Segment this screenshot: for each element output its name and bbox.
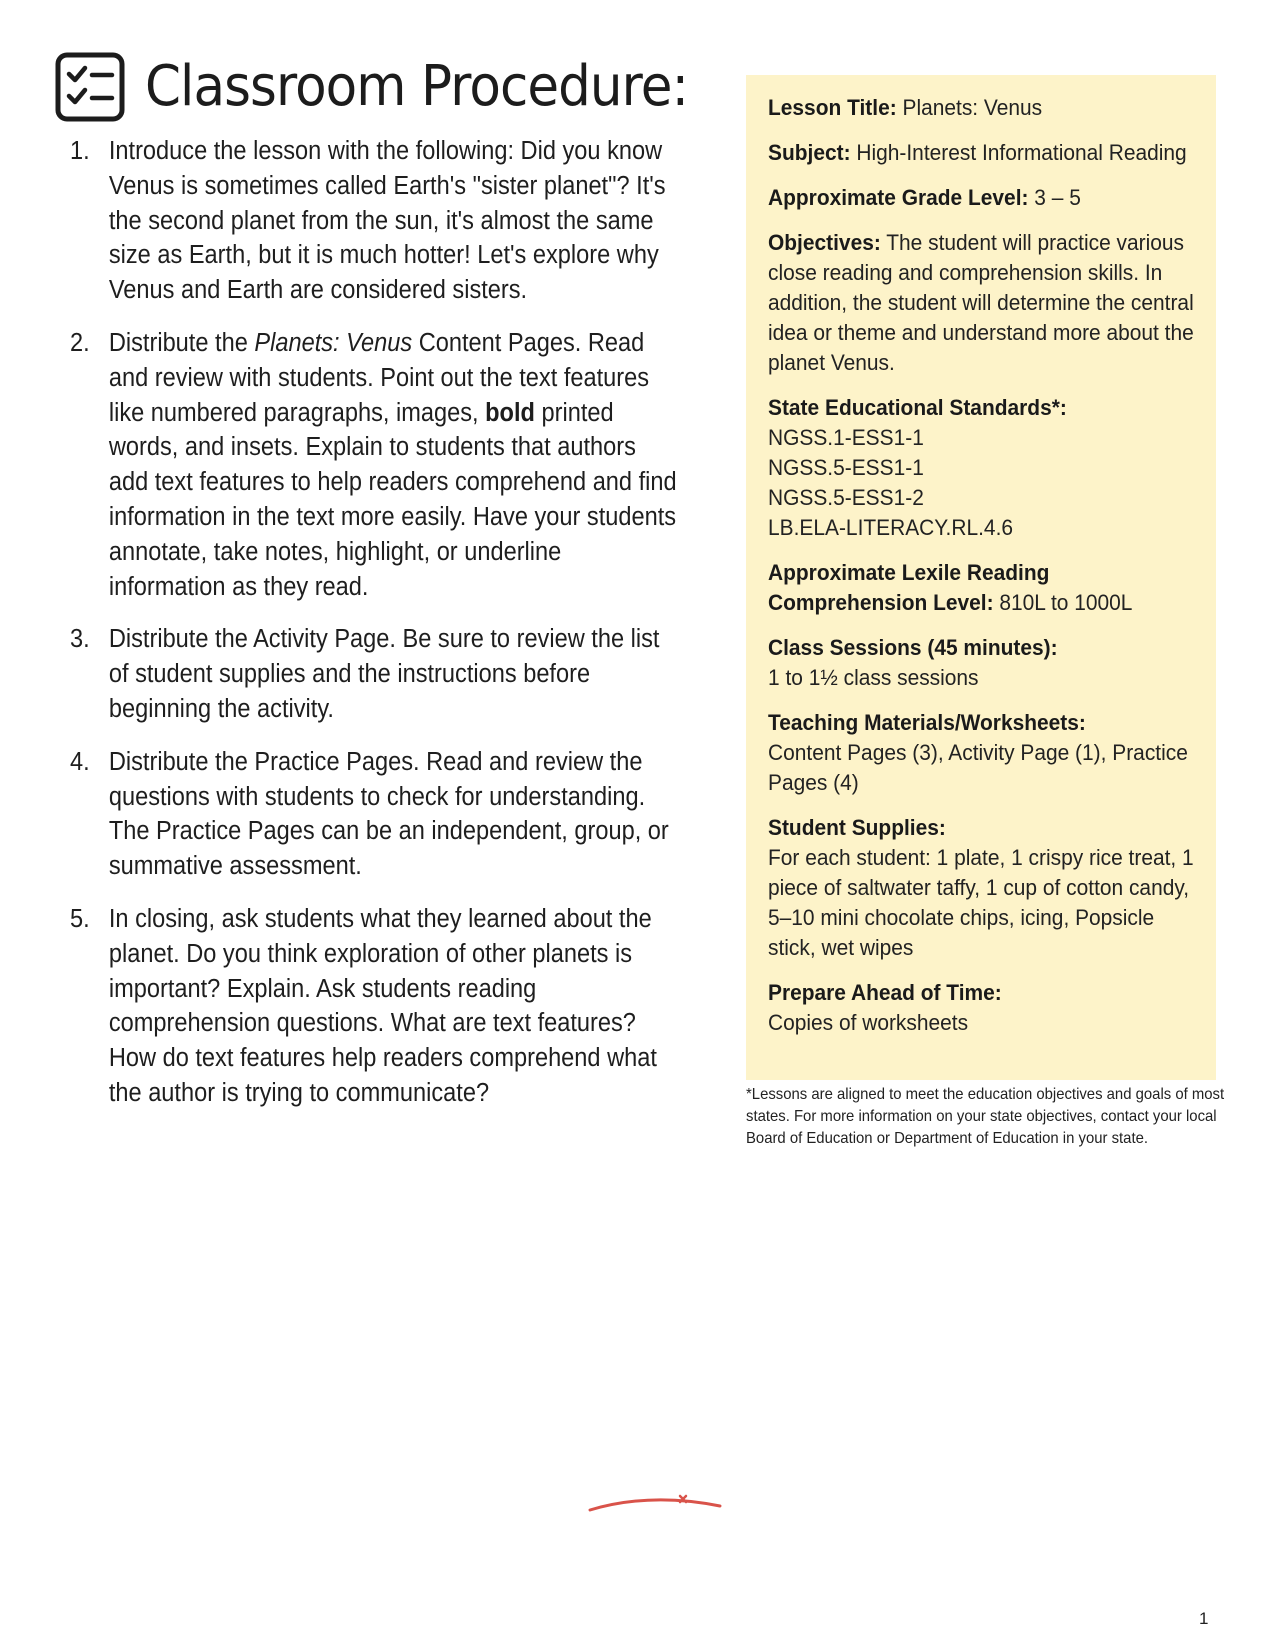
procedure-step-4 <box>70 745 681 884</box>
step-number: 5. <box>70 904 90 933</box>
standards-footnote: *Lessons are aligned to meet the education objectives and goals of most states. For more information on your state objectives, contact your local Board of Education or Department of Education in your state. <box>746 1086 1225 1147</box>
student-supplies-field <box>768 813 1198 963</box>
lexile-field <box>768 558 1198 618</box>
field-value: Content Pages (3), Activity Page (1), Practice Pages (4) <box>768 740 1188 795</box>
subject-field <box>768 138 1198 168</box>
page-number: 1 <box>1199 1609 1209 1628</box>
teaching-materials-field <box>768 708 1198 798</box>
step-text-bold: bold <box>485 398 535 427</box>
step-text: Introduce the lesson with the following: Did you know Venus is sometimes called Earth's "sister planet"? It's the second planet from the sun, it's almost the same size as Earth, but it is much hotter! Let's explore why Venus and Earth are considered sisters. <box>108 137 666 305</box>
step-text: Content Pages. Read and review with students. Point out the text features like numbered paragraphs, images, <box>108 328 650 427</box>
procedure-step-1 <box>70 134 681 308</box>
step-text: Distribute the Activity Page. Be sure to review the list of student supplies and the instructions before beginning the activity. <box>108 625 660 723</box>
field-label: Prepare Ahead of Time: <box>768 980 1002 1005</box>
lesson-info-panel <box>746 75 1216 1080</box>
lesson-title-field <box>768 93 1198 123</box>
field-label: Lesson Title: <box>768 95 897 120</box>
step-text-italic: Planets: Venus <box>254 328 413 357</box>
field-label: Objectives: <box>768 230 881 255</box>
step-number: 1. <box>70 137 90 165</box>
field-value: For each student: 1 plate, 1 crispy rice treat, 1 piece of saltwater taffy, 1 cup of cotton candy, 5–10 mini chocolate chips, icing, Popsicle stick, wet wipes <box>768 845 1194 960</box>
learn-bright-logo <box>530 1490 750 1600</box>
procedure-list <box>70 134 730 1129</box>
step-number: 3. <box>70 625 90 654</box>
prepare-ahead-field <box>768 978 1198 1038</box>
field-value: The student will practice various close reading and comprehension skills. In addition, the student will determine the central idea or theme and understand more about the planet Venus. <box>768 230 1194 375</box>
checklist-icon <box>55 52 125 122</box>
grade-level-field <box>768 183 1198 213</box>
standard-item: NGSS.5-ESS1-1 <box>768 455 924 480</box>
field-label: Class Sessions (45 minutes): <box>768 635 1058 660</box>
field-value: 810L to 1000L <box>993 590 1133 615</box>
standards-field <box>768 393 1198 543</box>
step-text: Distribute the <box>108 328 255 357</box>
step-text: printed words, and insets. Explain to students that authors add text features to help readers comprehend and find information in the text more easily. Have your students annotate, take notes, highlight, or underline information as they read. <box>108 398 677 601</box>
standard-item: NGSS.1-ESS1-1 <box>768 425 924 450</box>
field-label: Student Supplies: <box>768 815 946 840</box>
standard-item: LB.ELA-LITERACY.RL.4.6 <box>768 515 1014 540</box>
field-value: High-Interest Informational Reading <box>850 140 1187 165</box>
page-header <box>55 52 735 122</box>
field-label: Teaching Materials/Worksheets: <box>768 710 1086 735</box>
field-label: Subject: <box>768 140 851 165</box>
class-sessions-field <box>768 633 1198 693</box>
objectives-field <box>768 228 1198 378</box>
field-label: Approximate Grade Level: <box>768 185 1029 210</box>
procedure-step-2 <box>70 326 681 604</box>
step-number: 2. <box>70 328 90 357</box>
field-value: 1 to 1½ class sessions <box>768 665 979 690</box>
standard-item: NGSS.5-ESS1-2 <box>768 485 924 510</box>
page-title: Classroom Procedure: <box>145 54 689 119</box>
field-value: 3 – 5 <box>1028 185 1081 210</box>
procedure-step-3 <box>70 622 681 726</box>
step-text: Distribute the Practice Pages. Read and review the questions with students to check for understanding. The Practice Pages can be an independent, group, or summative assessment. <box>108 747 669 881</box>
field-value: Copies of worksheets <box>768 1010 969 1035</box>
field-label: State Educational Standards*: <box>768 395 1067 420</box>
procedure-step-5 <box>70 902 681 1111</box>
step-text: In closing, ask students what they learned about the planet. Do you think exploration of other planets is important? Explain. Ask students reading comprehension questions. What are text features? How do text features help readers comprehend what the author is trying to communicate? <box>108 904 657 1107</box>
step-number: 4. <box>70 747 90 776</box>
field-label: Approximate Lexile Reading Comprehension Level: <box>768 560 1050 615</box>
field-value: Planets: Venus <box>896 95 1043 120</box>
